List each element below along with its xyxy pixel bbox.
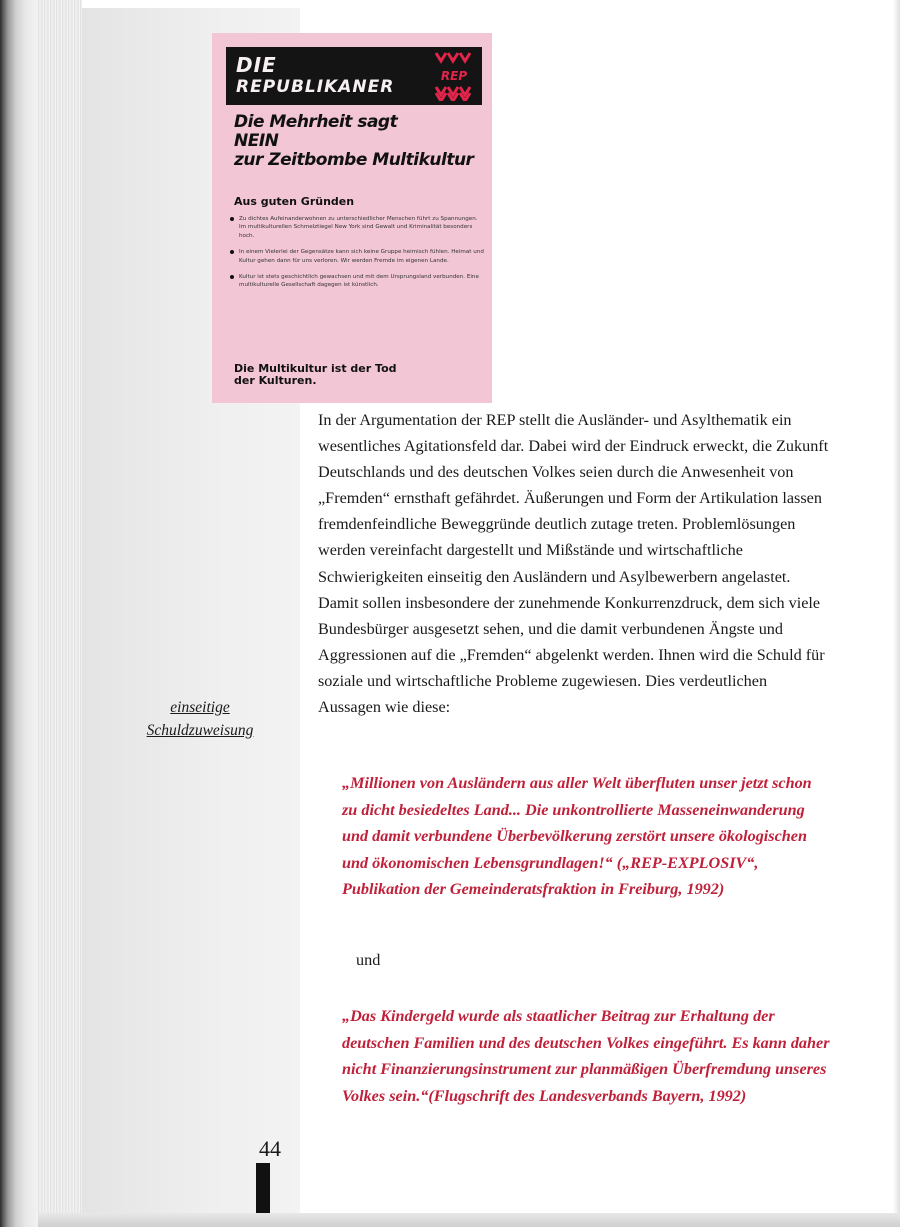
flyer-bullet-list: [230, 215, 486, 298]
bullet-dot-icon: [230, 275, 234, 279]
bullet-dot-icon: [230, 250, 234, 254]
flyer-headline: [234, 113, 490, 170]
margin-note: [100, 696, 300, 742]
book-spine-shadow: [0, 0, 38, 1227]
flyer-headline-line: NEIN: [234, 131, 279, 151]
flyer-conclusion-line: der Kulturen.: [234, 374, 317, 387]
page-right-edge: [893, 0, 900, 1213]
flyer-bullet: [230, 273, 486, 290]
bullet-dot-icon: [230, 217, 234, 221]
quote-bayern: „Das Kindergeld wurde als staatlicher Beitrag zur Erhaltung der deutschen Familien und des deutschen Volkes eingeführt. Es kann daher nicht Finanzierungsinstrument zur planmäßigen Überfremdung unseres Volkes sein.“(Flugschrift des Landesverbands Bayern, 1992): [342, 1007, 830, 1105]
flyer-bullet-text: In einem Vielerlei der Gegensätze kann sich keine Gruppe heimisch fühlen. Heimat und Kultur gehen dann für uns verloren. Wir werden Fremde im eigenen Lande.: [239, 249, 484, 264]
flyer-bullet: [230, 215, 486, 240]
logo-text-die: DIE: [236, 53, 277, 77]
page-marker-bar: [256, 1163, 270, 1213]
margin-note-line: Schuldzuweisung: [146, 722, 254, 739]
rep-flyer: [212, 33, 492, 403]
rep-chevron-logo-icon: [432, 51, 476, 101]
body-paragraph: In der Argumentation der REP stellt die Ausländer- und Asylthematik ein wesentliches Agitationsfeld dar. Dabei wird der Eindruck erweckt, die Zukunft Deutschlands und des deutschen Volkes seien durch die Anwesenheit von „Fremden“ ernsthaft gefährdet. Äußerungen und Form der Artikulation lassen fremdenfeindliche Beweggründe deutlich zutage treten. Problemlösungen werden vereinfacht dargestellt und Mißstände und wirtschaftliche Schwierigkeiten einseitig den Ausländern und Asylbewerbern angelastet. Damit sollen insbesondere der zunehmende Konkurrenzdruck, dem sich viele Bundesbürger ausgesetzt sehen, und die damit verbundenen Ängste und Aggressionen auf die „Fremden“ abgelenkt werden. Ihnen wird die Schuld für soziale und wirtschaftliche Probleme zugewiesen. Dies verdeutlichen Aussagen wie diese:: [318, 411, 829, 717]
flyer-headline-line: zur Zeitbombe Multikultur: [234, 150, 474, 170]
flyer-logo-banner: [226, 47, 482, 105]
flyer-headline-line: Die Mehrheit sagt: [234, 112, 398, 132]
flyer-conclusion-line: Die Multikultur ist der Tod: [234, 362, 397, 375]
page-number: 44: [259, 1136, 281, 1161]
logo-text-republikaner: REPUBLIKANER: [236, 77, 395, 97]
flyer-bullet-text: Kultur ist stets geschichtlich gewachsen und mit dem Ursprungsland verbunden. Eine multikulturelle Gesellschaft dagegen ist künstlich.: [239, 274, 479, 289]
page-stack-edge: [38, 0, 82, 1227]
flyer-bullet-text: Zu dichtes Aufeinanderwohnen zu unterschiedlicher Menschen führt zu Spannungen. Im multikulturellen Schmelztiegel New York sind Gewalt und Kriminalität besonders hoch.: [239, 216, 478, 239]
flyer-bullet: [230, 248, 486, 265]
margin-note-line: einseitige: [170, 699, 230, 716]
connector-text: und: [356, 951, 381, 969]
quote-freiburg: „Millionen von Ausländern aus aller Welt überfluten unser jetzt schon zu dicht besiedeltes Land... Die unkontrollierte Masseneinwanderung und damit verbundene Überbevölkerung zerstört unsere ökologischen und ökonomischen Lebensgrundlagen!“ („REP-EXPLOSIV“, Publikation der Gemeinderatsfraktion in Freiburg, 1992): [342, 774, 812, 898]
flyer-subheading: Aus guten Gründen: [234, 195, 355, 208]
flyer-conclusion: [234, 363, 474, 387]
logo-badge-rep: REP: [440, 69, 468, 83]
page-bottom-edge: [38, 1213, 900, 1227]
